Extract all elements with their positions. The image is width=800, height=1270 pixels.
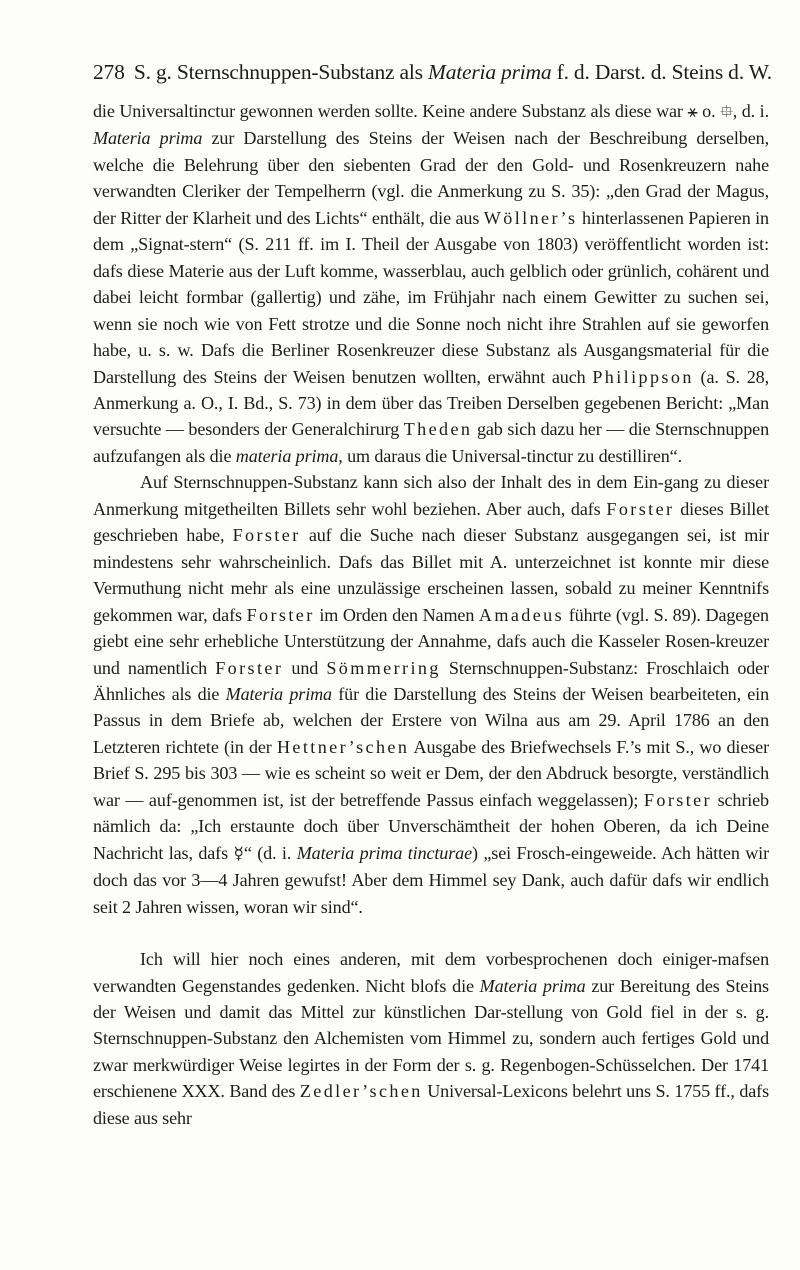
- running-title: S. g. Sternschnuppen-Substanz als Materia prima f. d. Darst. d. Steins d. W.: [133, 60, 772, 84]
- alchemical-symbol-2: ⯐: [720, 102, 733, 122]
- paragraph-2: Auf Sternschnuppen-Substanz kann sich also der Inhalt des in dem Ein-gang zu dieser Anmerkung mitgetheilten Billets sehr wohl beziehen. Aber auch, dafs Forster dieses Billet geschrieben habe, Forster auf die Suche nach dieser Substanz ausgegangen sei, ist mir mindestens sehr wahrscheinlich. Dafs das Billet mit A. unterzeichnet ist konnte mir diese Vermuthung nicht mehr als eine unzulässige erscheinen lassen, sobald zu meiner Kenntnifs gekommen war, dafs Forster im Orden den Namen Amadeus führte (vgl. S. 89). Dagegen giebt eine sehr erhebliche Unterstützung der Annahme, dafs auch die Kasseler Rosen-kreuzer und namentlich Forster und Sömmerring Sternschnuppen-Substanz: Froschlaich oder Ähnliches als die Materia prima für die Darstellung des Steins der Weisen bearbeiteten, ein Passus in dem Briefe ab, welchen der Erstere von Wilna aus am 29. April 1786 an den Letzteren richtete (in der Hettner’schen Ausgabe des Briefwechsels F.’s mit S., wo dieser Brief S. 295 bis 303 — wie es scheint so weit er Dem, der den Abdruck besorgte, verständlich war — auf-genommen ist, ist der betreffende Passus einfach weggelassen); Forster schrieb nämlich da: „Ich erstaunte doch über Unverschämtheit der hohen Oberen, da ich Deine Nachricht las, dafs ☿“ (d. i. Materia prima tincturae) „sei Frosch-eingeweide. Ach hätten wir doch das vor 3—4 Jahren gewufst! Aber dem Himmel sey Dank, auch dafür dafs wir endlich seit 2 Jahren wissen, woran wir sind“.: [93, 472, 769, 917]
- running-header: [93, 58, 773, 86]
- paragraph-3: Ich will hier noch eines anderen, mit dem vorbesprochenen doch einiger-mafsen verwandten Gegenstandes gedenken. Nicht blofs die Materia prima zur Bereitung des Steins der Weisen und damit das Mittel zur künstlichen Dar-stellung von Gold fiel in der s. g. Sternschnuppen-Substanz den Alchemisten vom Himmel zu, sondern auch fertiges Gold und zwar merkwürdiger Weise legirtes in der Form der s. g. Regenbogen-Schüsselchen. Der 1741 erschienene XXX. Band des Zedler’schen Universal-Lexicons belehrt uns S. 1755 ff., dafs diese aus sehr: [93, 949, 769, 1128]
- paragraph-1: die Universaltinctur gewonnen werden sollte. Keine andere Substanz als diese war ⚹ o. ⯐, d. i. Materia prima zur Darstellung des Steins der Weisen nach der Beschreibung derselben, welche die Belehrung über den siebenten Grad der den Gold- und Rosenkreuzern nahe verwandten Cleriker der Tempelherrn (vgl. die Anmerkung zu S. 35): „den Grad der Magus, der Ritter der Klarheit und des Lichts“ enthält, die aus Wöllner’s hinterlassenen Papieren in dem „Signat-stern“ (S. 211 ff. im I. Theil der Ausgabe von 1803) veröffentlicht worden ist: dafs diese Materie aus der Luft komme, wasserblau, auch gelblich oder grünlich, cohärent und dabei leicht formbar (gallertig) und zähe, im Frühjahr nach einem Gewitter zu suchen sei, wenn sie noch wie von Fett strotze und die Sonne noch nicht ihre Strahlen auf sie geworfen habe, u. s. w. Dafs die Berliner Rosenkreuzer diese Substanz als Ausgangsmaterial für die Darstellung des Steins der Weisen benutzen wollten, erwähnt auch Philippson (a. S. 28, Anmerkung a. O., I. Bd., S. 73) in dem über das Treiben Derselben gegebenen Bericht: „Man versuchte — besonders der Generalchirurg Theden gab sich dazu her — die Sternschnuppen aufzufangen als die materia prima, um daraus die Universal-tinctur zu destilliren“.: [93, 101, 769, 466]
- page-number: 278: [93, 60, 125, 84]
- alchemical-symbol-1: ⚹: [687, 102, 698, 122]
- alchemical-symbol-3: ☿: [233, 843, 244, 864]
- body-text: [93, 98, 769, 1131]
